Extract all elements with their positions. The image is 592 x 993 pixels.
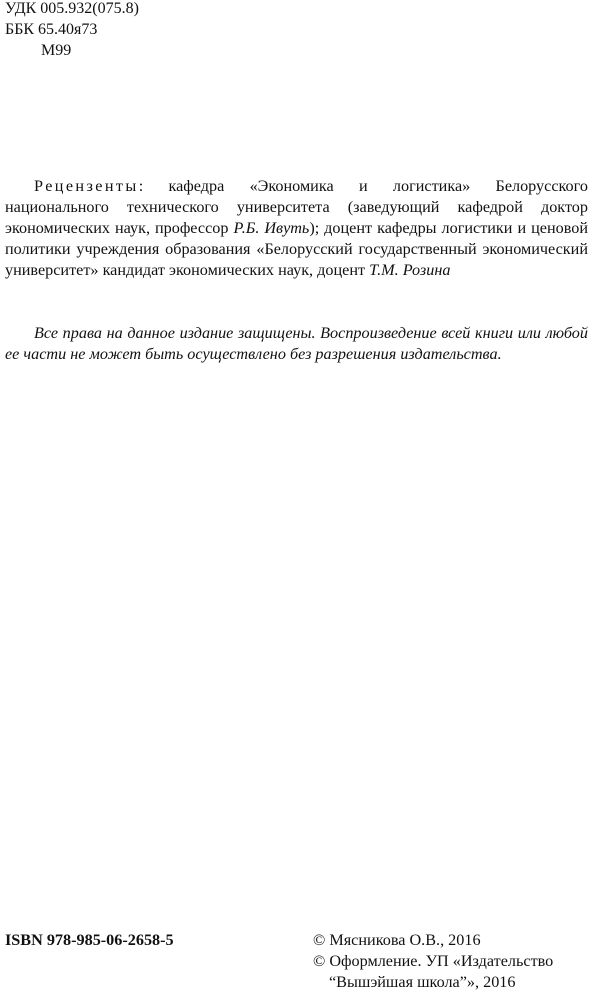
reviewer-name-2: Т.М. Розина — [369, 261, 451, 279]
reviewers-text-2: ); доцент кафедры логистики и ценовой политики учреждения образования «Белорусский государственный экономический университет» кандидат экономических наук, доцент — [5, 219, 588, 279]
udk-code: УДК 005.932(075.8) — [5, 0, 139, 17]
copyright-block — [313, 930, 589, 993]
bbk-code: ББК 65.40я73 — [5, 21, 98, 38]
rights-notice: Все права на данное издание защищены. Воспроизведение всей книги или любой ее части не может быть осуществлено без разрешения издательства. — [5, 324, 588, 363]
reviewer-name-1: Р.Б. Ивуть — [233, 219, 310, 237]
reviewers-text-1: : кафедра «Экономика и логистика» Белорусского национального технического университета (заведующий кафедрой доктор экономических наук, профессор — [5, 177, 588, 237]
author-mark: М99 — [41, 42, 72, 59]
copyright-publisher: “Вышэйшая школа”», 2016 — [329, 973, 516, 991]
reviewers-paragraph — [5, 176, 588, 281]
copyright-design: © Оформление. УП «Издательство — [313, 952, 554, 970]
copyright-author: © Мясникова О.В., 2016 — [313, 931, 481, 949]
isbn: ISBN 978-985-06-2658-5 — [5, 931, 174, 949]
reviewers-label: Рецензенты — [34, 177, 139, 195]
classification-codes — [5, 0, 139, 61]
